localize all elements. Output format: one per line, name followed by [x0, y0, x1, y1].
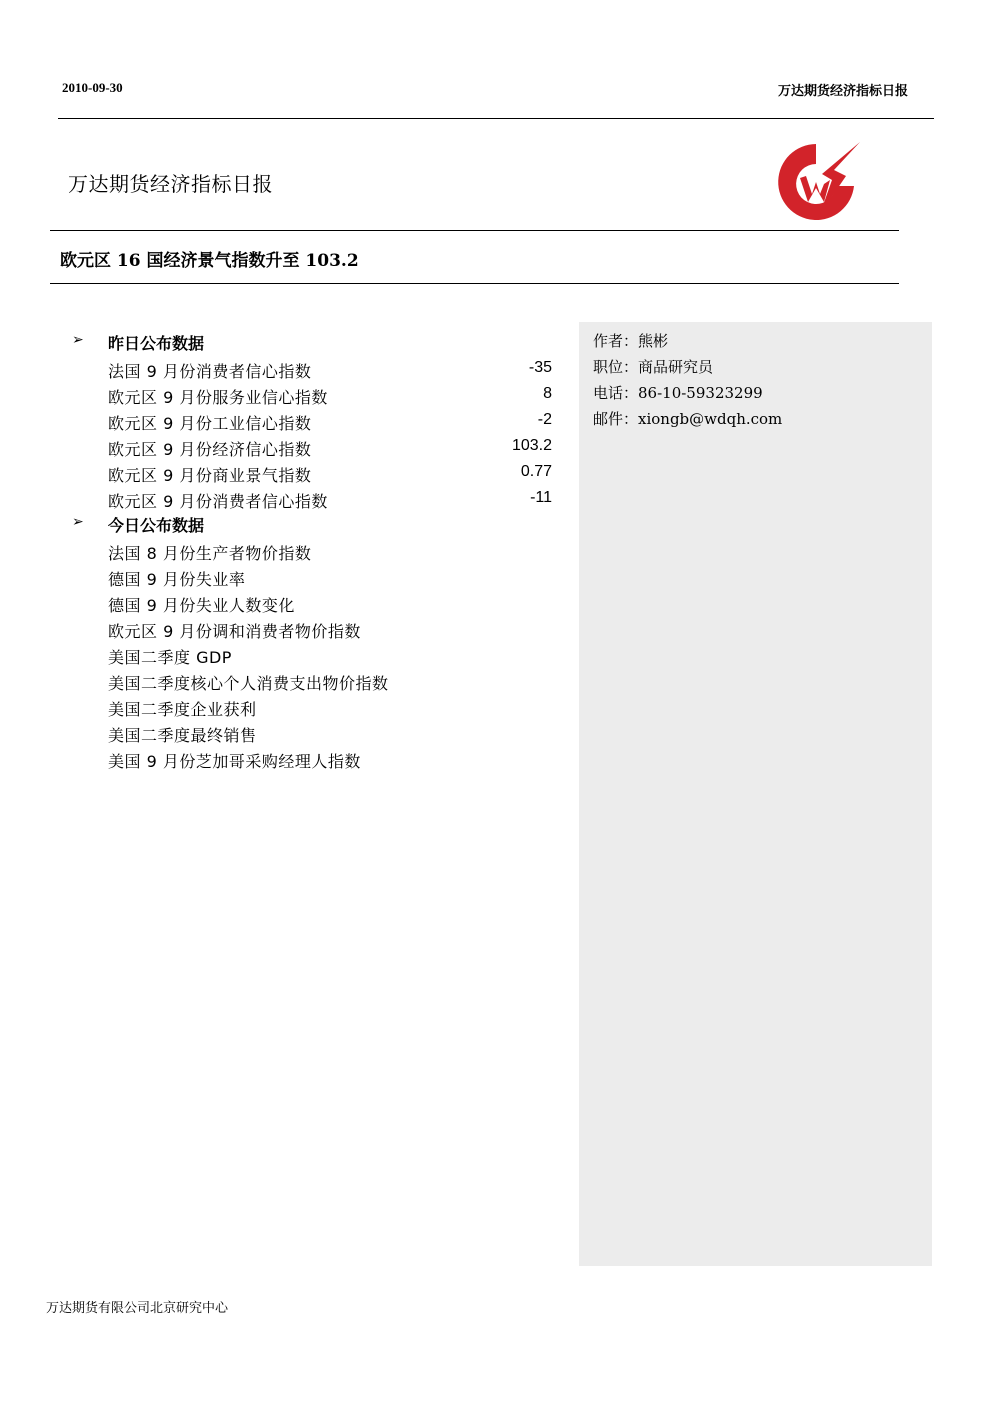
indicator-value: 0.77: [520, 463, 552, 480]
list-item: [72, 486, 562, 512]
indicator-value: 103.2: [511, 437, 552, 454]
header-title: 万达期货经济指标日报: [777, 84, 908, 99]
page-title: 万达期货经济指标日报: [68, 172, 273, 196]
title-divider: [50, 230, 899, 231]
list-item: [72, 564, 562, 590]
indicator-label: 欧元区 9 月份商业景气指数: [108, 466, 312, 485]
section-heading: 昨日公布数据: [108, 334, 205, 353]
author-email: 邮件：xiongb@wdqh.com: [593, 410, 783, 428]
list-item: [72, 538, 562, 564]
footer-company: 万达期货有限公司北京研究中心: [46, 1301, 229, 1316]
list-item: [72, 616, 562, 642]
section-yesterday: [72, 330, 562, 356]
section-heading: 今日公布数据: [108, 516, 205, 535]
indicator-list: [72, 330, 562, 772]
list-item: [72, 434, 562, 460]
indicator-value: -11: [530, 489, 552, 506]
list-item: [72, 590, 562, 616]
indicator-label: 欧元区 9 月份消费者信心指数: [108, 492, 328, 511]
wanda-logo-icon: [774, 140, 866, 226]
arrow-bullet-icon: ➢: [72, 332, 84, 348]
arrow-bullet-icon: ➢: [72, 514, 84, 530]
list-item: [72, 408, 562, 434]
indicator-label: 欧元区 9 月份调和消费者物价指数: [108, 622, 361, 641]
indicator-label: 德国 9 月份失业人数变化: [108, 596, 295, 615]
indicator-label: 美国二季度最终销售: [108, 726, 257, 745]
indicator-label: 法国 8 月份生产者物价指数: [108, 544, 312, 563]
indicator-value: 8: [543, 385, 552, 402]
author-position: 职位：商品研究员: [593, 358, 714, 376]
author-sidebar: [579, 322, 932, 1266]
headline-divider: [50, 283, 899, 284]
header-divider: [58, 118, 934, 119]
indicator-label: 欧元区 9 月份服务业信心指数: [108, 388, 328, 407]
list-item: [72, 720, 562, 746]
indicator-label: 美国二季度企业获利: [108, 700, 257, 719]
indicator-label: 欧元区 9 月份经济信心指数: [108, 440, 312, 459]
report-headline: 欧元区 16 国经济景气指数升至 103.2: [60, 251, 359, 271]
author-name: 作者：熊彬: [593, 332, 669, 350]
indicator-label: 美国二季度 GDP: [108, 648, 232, 667]
list-item: [72, 460, 562, 486]
indicator-value: -2: [537, 411, 552, 428]
header-date: 2010-09-30: [62, 80, 123, 95]
list-item: [72, 746, 562, 772]
indicator-label: 法国 9 月份消费者信心指数: [108, 362, 312, 381]
indicator-label: 美国二季度核心个人消费支出物价指数: [108, 674, 389, 693]
indicator-label: 美国 9 月份芝加哥采购经理人指数: [108, 752, 361, 771]
list-item: [72, 642, 562, 668]
indicator-label: 欧元区 9 月份工业信心指数: [108, 414, 312, 433]
indicator-label: 德国 9 月份失业率: [108, 570, 246, 589]
indicator-value: -35: [528, 359, 552, 376]
list-item: [72, 382, 562, 408]
list-item: [72, 694, 562, 720]
author-phone: 电话：86-10-59323299: [593, 384, 763, 402]
list-item: [72, 668, 562, 694]
section-today: [72, 512, 562, 538]
list-item: [72, 356, 562, 382]
